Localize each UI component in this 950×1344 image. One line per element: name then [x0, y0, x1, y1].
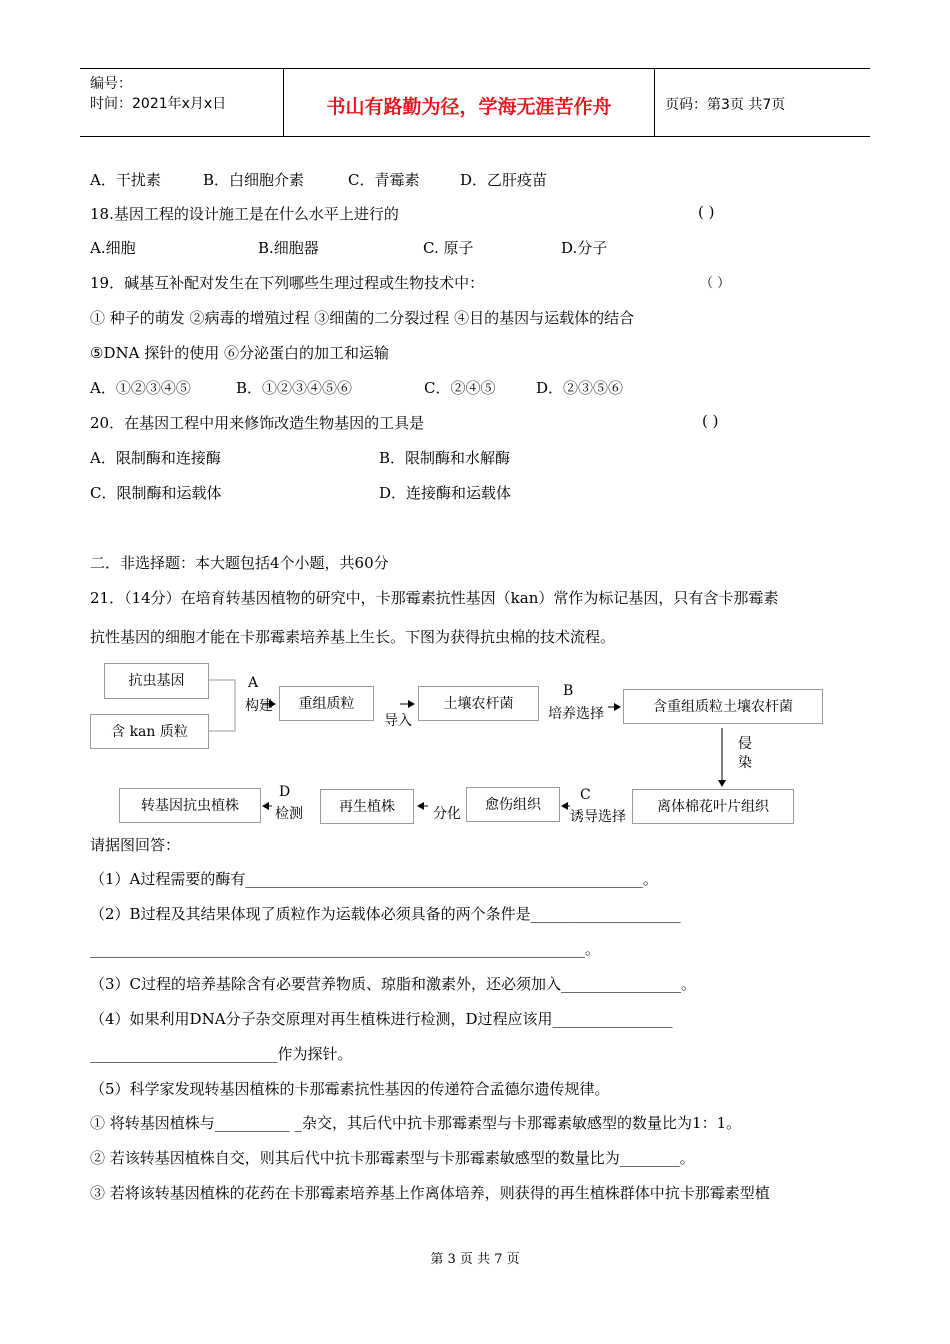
q21-sub5-1: ① 将转基因植株与__________ _杂交，其后代中抗卡那霉素型与卡那霉素敏感型的数量比为1：1。 [90, 1114, 742, 1132]
label-d-letter: D [279, 784, 291, 800]
q19-bracket: （ ） [700, 276, 731, 291]
box-agrobacterium: 土壤农杆菌 [418, 686, 539, 721]
q18-option-a: A.细胞 [90, 239, 136, 257]
header-motto: 书山有路勤为径，学海无涯苦作舟 [326, 96, 612, 118]
q21-sub5-2: ② 若该转基因植株自交，则其后代中抗卡那霉素型与卡那霉素敏感型的数量比为________。 [90, 1149, 695, 1167]
q19-stem: 19．碱基互补配对发生在下列哪些生理过程或生物技术中： [90, 274, 485, 292]
label-import: 导入 [384, 713, 412, 729]
q21-sub5-3: ③ 若将该转基因植株的花药在卡那霉素培养基上作离体培养，则获得的再生植株群体中抗卡那霉素型植 [90, 1184, 770, 1202]
section-2-heading: 二．非选择题：本大题包括4个小题，共60分 [90, 554, 389, 572]
q21-sub5: （5）科学家发现转基因植株的卡那霉素抗性基因的传递符合孟德尔遗传规律。 [90, 1080, 610, 1098]
box-regenerated-plant: 再生植株 [320, 789, 414, 824]
q19-option-d: D．②③⑤⑥ [536, 379, 624, 397]
q21-sub1: （1）A过程需要的酶有_____________________________________________________。 [90, 870, 658, 888]
q19-items-line1: ① 种子的萌发 ②病毒的增殖过程 ③细菌的二分裂过程 ④目的基因与运载体的结合 [90, 309, 635, 327]
box-kan-plasmid: 含 kan 质粒 [90, 714, 209, 749]
label-a-text: 构建 [245, 698, 273, 714]
label-a-letter: A [248, 675, 259, 691]
label-b-letter: B [563, 683, 574, 699]
q20-stem: 20．在基因工程中用来修饰改造生物基因的工具是 [90, 414, 425, 432]
q17-option-d: D．乙肝疫苗 [460, 171, 548, 189]
q17-option-b: B．白细胞介素 [203, 171, 305, 189]
q21-sub4-line2: _________________________作为探针。 [90, 1045, 353, 1063]
box-transgenic-plant: 转基因抗虫植株 [119, 788, 261, 823]
label-d-text: 检测 [275, 806, 303, 822]
q20-option-d: D．连接酶和运载体 [379, 484, 512, 502]
box-leaf-tissue: 离体棉花叶片组织 [632, 789, 794, 824]
label-differentiate: 分化 [433, 806, 461, 822]
label-b-text: 培养选择 [548, 706, 604, 722]
q19-items-line2: ⑤DNA 探针的使用 ⑥分泌蛋白的加工和运输 [90, 344, 389, 362]
q18-bracket: ( ) [698, 203, 715, 221]
q17-option-c: C．青霉素 [348, 171, 420, 189]
label-infect-1: 侵 [738, 736, 752, 752]
header-number-label: 编号： [90, 76, 132, 92]
header-page-label: 页码：第3页 共7页 [665, 97, 786, 113]
box-insect-gene: 抗虫基因 [104, 663, 209, 699]
box-recombinant-agrobacterium: 含重组质粒土壤农杆菌 [623, 689, 823, 724]
q18-option-d: D.分子 [561, 239, 608, 257]
q18-option-b: B.细胞器 [258, 239, 319, 257]
box-recombinant-plasmid: 重组质粒 [279, 686, 374, 721]
q21-stem-line2: 抗性基因的细胞才能在卡那霉素培养基上生长。下图为获得抗虫棉的技术流程。 [90, 628, 616, 646]
q21-sub4-line1: （4）如果利用DNA分子杂交原理对再生植株进行检测，D过程应该用________________ [90, 1010, 673, 1028]
q21-sub3: （3）C过程的培养基除含有必要营养物质、琼脂和激素外，还必须加入________________。 [90, 975, 697, 993]
q20-option-b: B．限制酶和水解酶 [379, 449, 511, 467]
label-c-letter: C [580, 787, 591, 803]
q21-sub2-line1: （2）B过程及其结果体现了质粒作为运载体必须具备的两个条件是____________________ [90, 905, 681, 923]
q18-stem: 18.基因工程的设计施工是在什么水平上进行的 [90, 205, 399, 223]
q20-option-a: A．限制酶和连接酶 [90, 449, 221, 467]
bracket-connector [209, 680, 235, 731]
q17-option-a: A．干扰素 [90, 171, 161, 189]
box-callus: 愈伤组织 [466, 787, 560, 822]
q21-stem-line1: 21．（14分）在培育转基因植物的研究中，卡那霉素抗性基因（kan）常作为标记基因，只有含卡那霉素 [90, 589, 779, 607]
q19-option-a: A．①②③④⑤ [90, 379, 191, 397]
q20-bracket: ( ) [702, 412, 719, 430]
q19-option-b: B．①②③④⑤⑥ [236, 379, 353, 397]
page-footer: 第 3 页 共 7 页 [430, 1252, 520, 1267]
q19-option-c: C．②④⑤ [424, 379, 496, 397]
q21-sub2-line2: __________________________________________________________________。 [90, 940, 601, 958]
q21-prompt: 请据图回答： [90, 836, 181, 854]
label-c-text: 诱导选择 [570, 809, 626, 825]
header-date-label: 时间：2021年x月x日 [90, 96, 227, 112]
q18-option-c: C. 原子 [423, 239, 474, 257]
label-infect-2: 染 [738, 755, 752, 771]
q20-option-c: C．限制酶和运载体 [90, 484, 222, 502]
